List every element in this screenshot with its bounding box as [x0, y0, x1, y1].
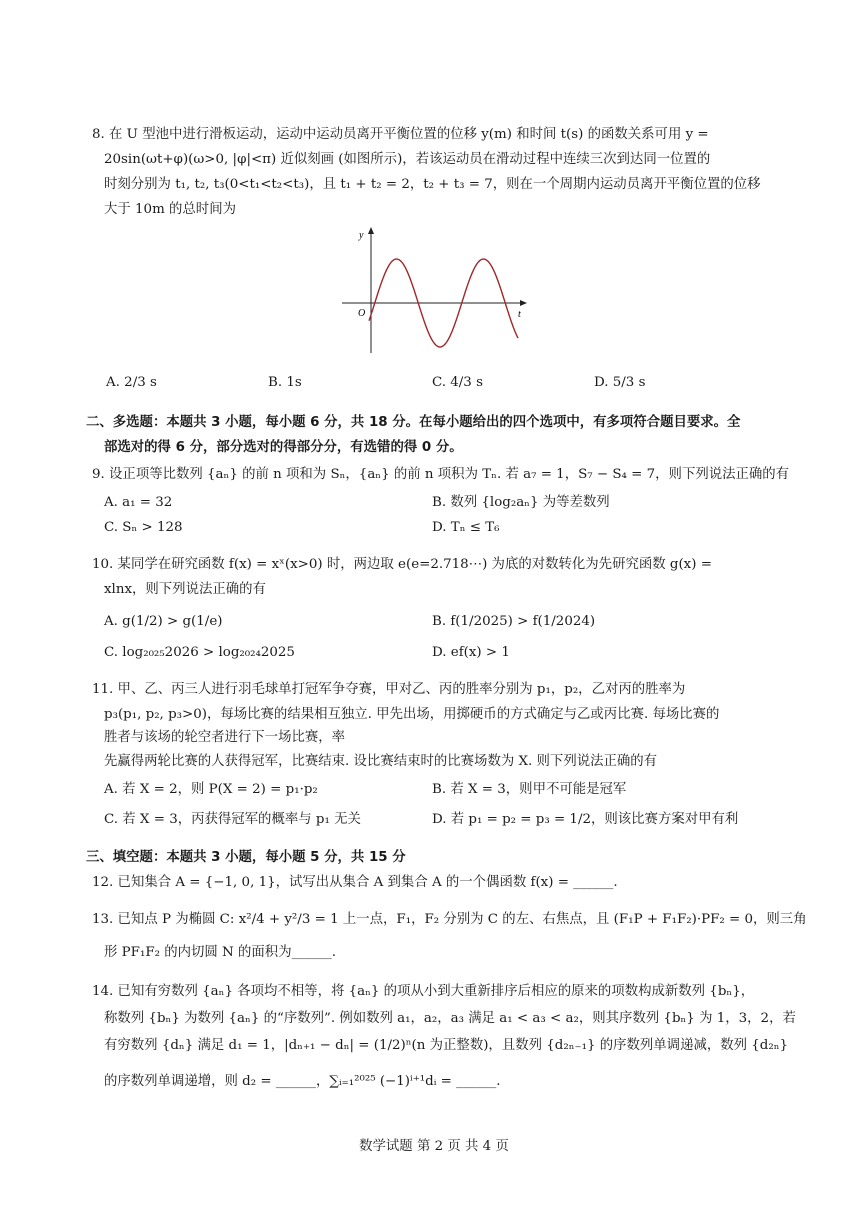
q10-option-b: B. f(1/2025) > f(1/2024)	[432, 614, 596, 629]
q8-option-d: D. 5/3 s	[594, 375, 646, 390]
q11-option-c: C. 若 X = 3，丙获得冠军的概率与 p₁ 无关	[104, 812, 361, 827]
q10-option-c: C. log₂₀₂₅2026 > log₂₀₂₄2025	[104, 645, 295, 660]
origin-label: O	[358, 308, 366, 319]
section3-heading: 三、填空题：本题共 3 小题，每小题 5 分，共 15 分	[86, 850, 406, 865]
q8-option-a: A. 2/3 s	[106, 375, 157, 390]
section2-heading-line-2: 部选对的得 6 分，部分选对的得部分分，有选错的得 0 分。	[104, 440, 463, 455]
q10-line-1: 10. 某同学在研究函数 f(x) = xˣ(x>0) 时，两边取 e(e=2.718⋯) 为底的对数转化为先研究函数 g(x) =	[92, 557, 712, 572]
q13-line-2: 形 PF₁F₂ 的内切圆 N 的面积为______.	[104, 945, 337, 960]
q12-text: 12. 已知集合 A = {−1, 0, 1}，试写出从集合 A 到集合 A 的一个偶函数 f(x) = ______.	[92, 875, 618, 890]
t-axis-label: t	[518, 309, 521, 320]
q14-line-4: 的序数列单调递增，则 d₂ = ______，∑ᵢ₌₁²⁰²⁵ (−1)ⁱ⁺¹dᵢ = ______.	[104, 1074, 501, 1089]
section2-heading-line-1: 二、多选题：本题共 3 小题，每小题 6 分，共 18 分。在每小题给出的四个选项中，有多项符合题目要求。全	[86, 415, 741, 430]
q11-line-1: 11. 甲、乙、丙三人进行羽毛球单打冠军争夺赛，甲对乙、丙的胜率分别为 p₁，p₂，乙对丙的胜率为	[92, 682, 686, 697]
q9-option-c: C. Sₙ > 128	[104, 520, 183, 535]
q9-stem: 9. 设正项等比数列 {aₙ} 的前 n 项和为 Sₙ，{aₙ} 的前 n 项积为 Tₙ. 若 a₇ = 1，S₇ − S₄ = 7，则下列说法正确的有	[92, 467, 790, 482]
q11-option-a: A. 若 X = 2，则 P(X = 2) = p₁·p₂	[104, 782, 318, 797]
q11-option-d: D. 若 p₁ = p₂ = p₃ = 1/2，则该比赛方案对甲有利	[432, 812, 739, 827]
q8-option-c: C. 4/3 s	[432, 375, 483, 390]
q8-line-3: 时刻分别为 t₁, t₂, t₃(0<t₁<t₂<t₃)，且 t₁ + t₂ = 2，t₂ + t₃ = 7，则在一个周期内运动员离开平衡位置的位移	[104, 177, 761, 192]
t-axis-arrow	[520, 300, 527, 306]
q11-option-b: B. 若 X = 3，则甲不可能是冠军	[432, 782, 627, 797]
q10-option-a: A. g(1/2) > g(1/e)	[104, 614, 223, 629]
q14-line-1: 14. 已知有穷数列 {aₙ} 各项均不相等，将 {aₙ} 的项从小到大重新排序后相应的原来的项数构成新数列 {bₙ}，	[92, 984, 755, 999]
q11-line-3: 胜者与该场的轮空者进行下一场比赛，率	[104, 730, 346, 745]
q13-line-1: 13. 已知点 P 为椭圆 C: x²/4 + y²/3 = 1 上一点，F₁，F₂ 分别为 C 的左、右焦点，且 (F₁P + F₁F₂)·PF₂ = 0，则三角	[92, 912, 807, 927]
q9-option-a: A. a₁ = 32	[104, 495, 173, 510]
q10-line-2: xlnx，则下列说法正确的有	[104, 582, 266, 597]
y-axis-arrow	[368, 227, 374, 234]
q14-line-3: 有穷数列 {dₙ} 满足 d₁ = 1，|dₙ₊₁ − dₙ| = (1/2)ⁿ(n 为正整数)，且数列 {d₂ₙ₋₁} 的序数列单调递减，数列 {d₂ₙ}	[104, 1038, 789, 1053]
q11-line-4: 先赢得两轮比赛的人获得冠军，比赛结束. 设比赛结束时的比赛场数为 X. 则下列说法正确的有	[104, 754, 658, 769]
sine-graph	[332, 225, 532, 355]
page-footer: 数学试题 第 2 页 共 4 页	[359, 1139, 509, 1154]
q8-line-1: 8. 在 U 型池中进行滑板运动，运动中运动员离开平衡位置的位移 y(m) 和时间 t(s) 的函数关系可用 y =	[92, 127, 709, 142]
q8-line-2: 20sin(ωt+φ)(ω>0, |φ|<π) 近似刻画 (如图所示)，若该运动员在滑动过程中连续三次到达同一位置的	[104, 152, 711, 167]
y-axis-label: y	[359, 230, 364, 241]
q14-line-2: 称数列 {bₙ} 为数列 {aₙ} 的“序数列”. 例如数列 a₁，a₂，a₃ 满足 a₁ < a₃ < a₂，则其序数列 {bₙ} 为 1，3，2，若	[104, 1011, 796, 1026]
q9-option-d: D. Tₙ ≤ T₆	[432, 520, 500, 535]
q10-option-d: D. ef(x) > 1	[432, 645, 510, 660]
q9-option-b: B. 数列 {log₂aₙ} 为等差数列	[432, 495, 610, 510]
q8-option-b: B. 1s	[268, 375, 302, 390]
q11-line-2: p₃(p₁, p₂, p₃>0)，每场比赛的结果相互独立. 甲先出场，用掷硬币的方式确定与乙或丙比赛. 每场比赛的	[104, 707, 720, 722]
q8-line-4: 大于 10m 的总时间为	[104, 202, 236, 217]
